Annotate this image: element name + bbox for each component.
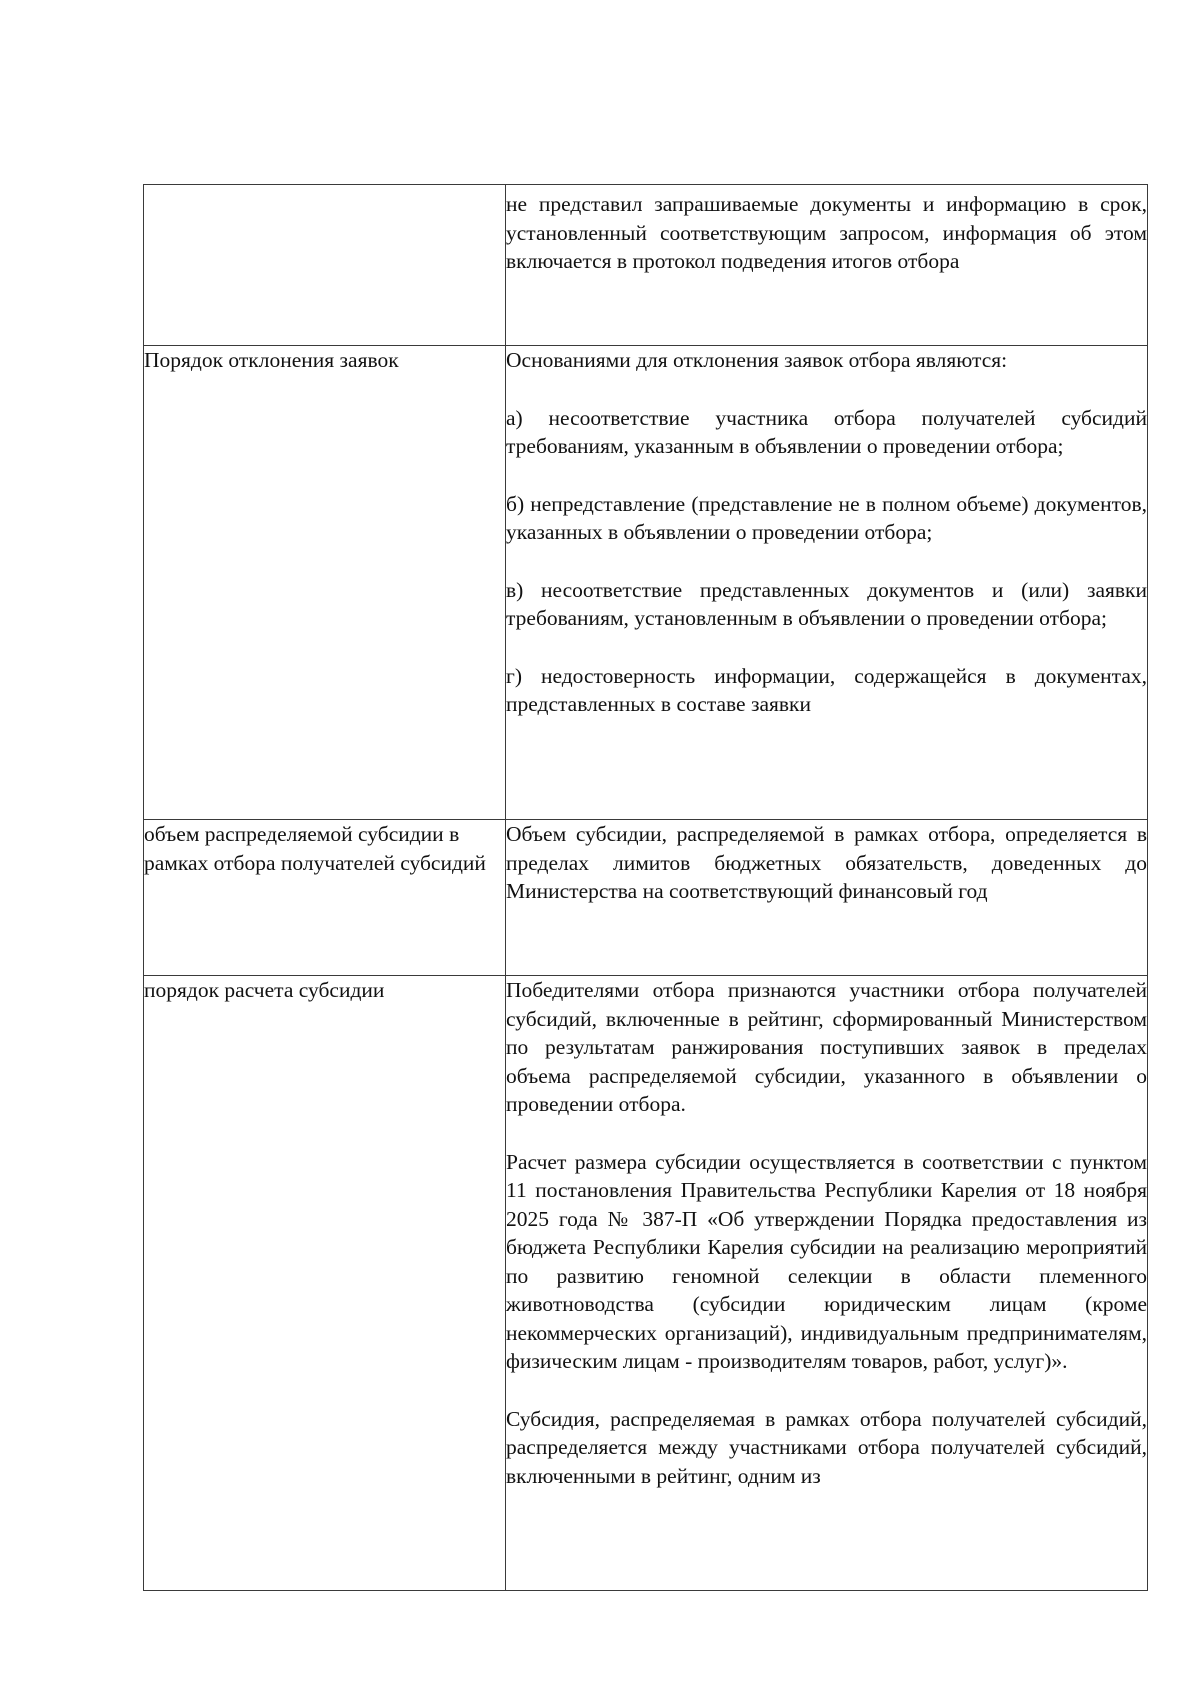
paragraph: а) несоответствие участника отбора получателей субсидий требованиям, указанным в объявлении о проведении отбора; bbox=[506, 405, 1147, 458]
table-row bbox=[144, 346, 1148, 820]
row-label: порядок расчета субсидии bbox=[144, 978, 385, 1002]
paragraph: б) непредставление (представление не в полном объеме) документов, указанных в объявлении о проведении отбора; bbox=[506, 491, 1147, 544]
paragraph: Объем субсидии, распределяемой в рамках отбора, определяется в пределах лимитов бюджетных обязательств, доведенных до Министерства на соответствующий финансовый год bbox=[506, 822, 1147, 903]
paragraph: не представил запрашиваемые документы и информацию в срок, установленный соответствующим запросом, информация об этом включается в протокол подведения итогов отбора bbox=[506, 192, 1147, 273]
paragraph: Расчет размера субсидии осуществляется в соответствии с пунктом 11 постановления Правительства Республики Карелия от 18 ноября 2025 года № 387-П «Об утверждении Порядка предоставления из бюджета Республики Карелия субсидии на реализацию мероприятий по развитию геномной селекции в области племенного животноводства (субсидии юридическим лицам (кроме некоммерческих организаций), индивидуальным предпринимателям, физическим лицам - производителям товаров, работ, услуг)». bbox=[506, 1149, 1147, 1373]
table-row bbox=[144, 820, 1148, 976]
row-content-cell bbox=[506, 185, 1148, 346]
paragraph: г) недостоверность информации, содержащейся в документах, представленных в составе заявки bbox=[506, 663, 1147, 716]
row-label-cell bbox=[144, 820, 506, 976]
document-table bbox=[143, 184, 1148, 1591]
table-row bbox=[144, 185, 1148, 346]
row-label: объем распределяемой субсидии в рамках отбора получателей субсидий bbox=[144, 822, 486, 875]
row-label: Порядок отклонения заявок bbox=[144, 348, 399, 372]
paragraph: Победителями отбора признаются участники отбора получателей субсидий, включенные в рейтинг, сформированный Министерством по результатам ранжирования поступивших заявок в пределах объема распределяемой субсидии, указанного в объявлении о проведении отбора. bbox=[506, 978, 1147, 1116]
row-content-cell bbox=[506, 346, 1148, 820]
paragraph: Основаниями для отклонения заявок отбора являются: bbox=[506, 348, 1008, 372]
row-label-cell bbox=[144, 976, 506, 1591]
row-label-cell bbox=[144, 185, 506, 346]
row-content-cell bbox=[506, 976, 1148, 1591]
paragraph: Субсидия, распределяемая в рамках отбора получателей субсидий, распределяется между участниками отбора получателей субсидий, включенными в рейтинг, одним из bbox=[506, 1406, 1147, 1488]
paragraph: в) несоответствие представленных документов и (или) заявки требованиям, установленным в объявлении о проведении отбора; bbox=[506, 577, 1147, 630]
row-content-cell bbox=[506, 820, 1148, 976]
row-label-cell bbox=[144, 346, 506, 820]
table-row bbox=[144, 976, 1148, 1591]
